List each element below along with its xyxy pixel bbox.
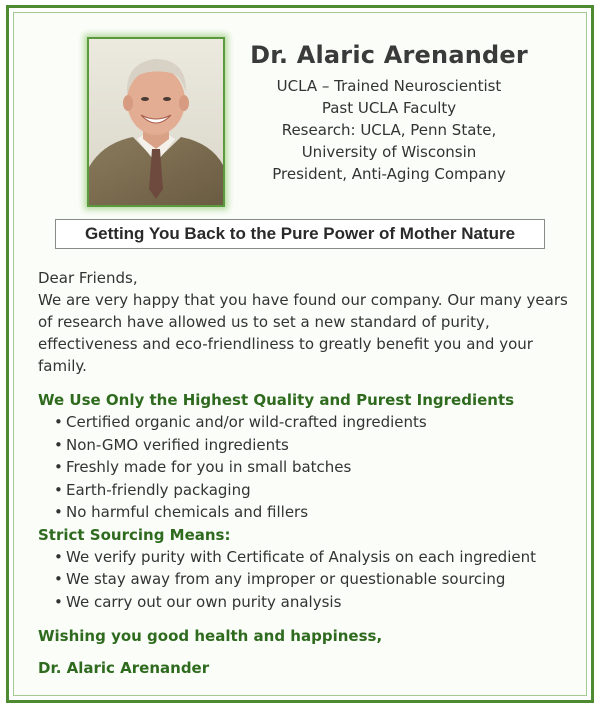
letter-intro: We are very happy that you have found our company. Our many years of research have allowed us to set a new standard of purity, effectiveness and eco-friendliness to greatly benefit you and your family. [38, 291, 568, 375]
author-name: Dr. Alaric Arenander [250, 41, 528, 69]
letter-signature: Dr. Alaric Arenander [38, 659, 210, 677]
page-panel [13, 12, 587, 696]
portrait-illustration [89, 39, 223, 205]
bio-line-title: President, Anti-Aging Company [272, 165, 506, 183]
list-item: • Certified organic and/or wild-crafted ingredients [54, 411, 583, 434]
bio-line-research: Research: UCLA, Penn State, [281, 121, 497, 139]
author-bio [244, 41, 534, 185]
quality-heading: We Use Only the Highest Quality and Purest Ingredients [38, 391, 515, 409]
portrait-photo [87, 37, 225, 207]
bio-line-university: University of Wisconsin [301, 143, 477, 161]
letter-closing: Wishing you good health and happiness, [38, 627, 383, 645]
list-item: • We stay away from any improper or questionable sourcing [54, 568, 583, 591]
list-item: • Freshly made for you in small batches [54, 456, 583, 479]
tagline-box: Getting You Back to the Pure Power of Mother Nature [55, 219, 545, 249]
quality-list [54, 411, 583, 524]
list-item: • No harmful chemicals and fillers [54, 501, 583, 524]
list-item: • We carry out our own purity analysis [54, 591, 583, 614]
list-item: • Earth-friendly packaging [54, 479, 583, 502]
page-frame [6, 5, 594, 703]
sourcing-list [54, 546, 583, 614]
list-item: • Non-GMO verified ingredients [54, 434, 583, 457]
letter-body [38, 267, 583, 679]
list-item: • We verify purity with Certificate of Analysis on each ingredient [54, 546, 583, 569]
bio-line-faculty: Past UCLA Faculty [321, 99, 457, 117]
letter-greeting: Dear Friends, [38, 269, 138, 287]
sourcing-heading: Strict Sourcing Means: [38, 525, 231, 544]
bio-line-credential: UCLA – Trained Neuroscientist [276, 77, 502, 95]
